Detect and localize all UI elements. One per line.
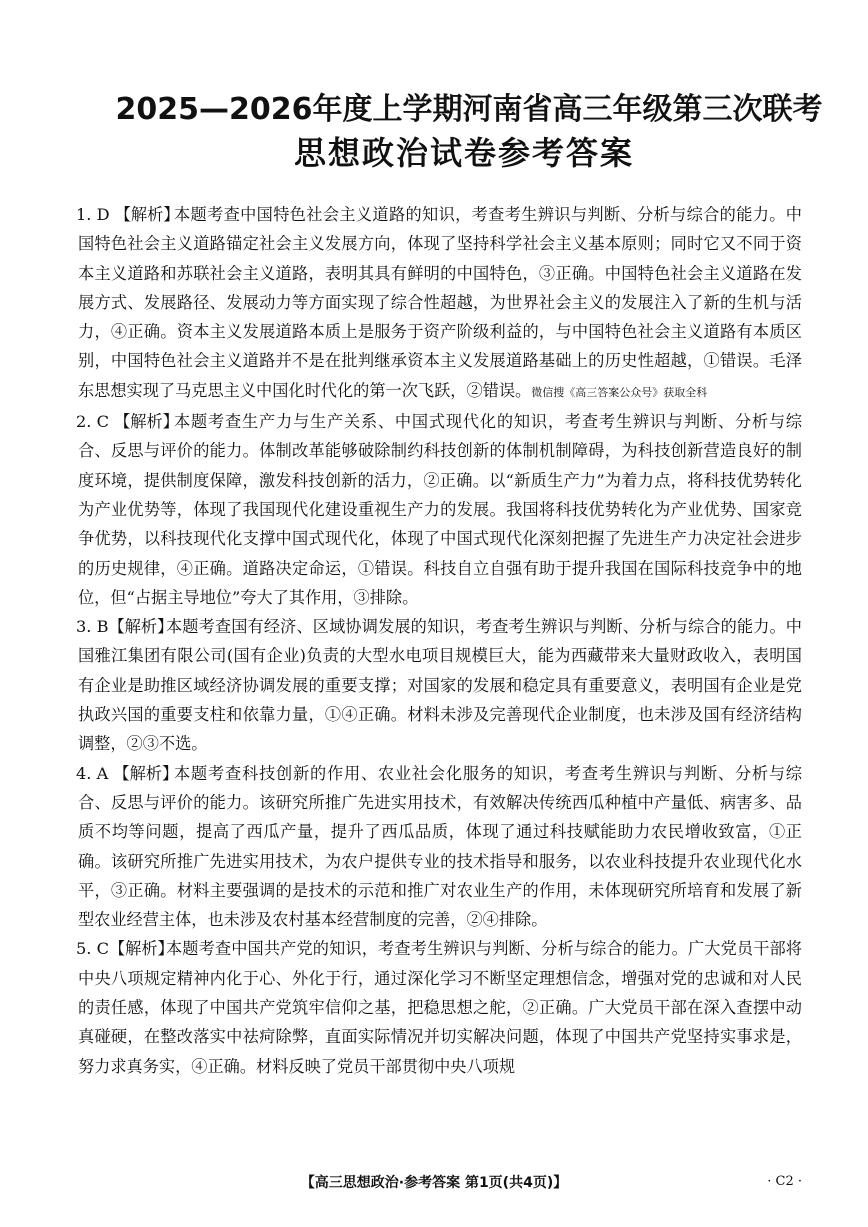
answer-list: [78, 200, 802, 1081]
answer-item-5: [78, 934, 802, 1080]
answer-explanation: 本题考查生产力与生产关系、中国式现代化的知识，考查考生辨识与判断、分析与综合、反思与评价的能力。体制改革能够破除制约科技创新的体制机制障碍，为科技创新营造良好的制度环境，提供制度保障，激发科技创新的活力，②正确。以“新质生产力”为着力点，将科技优势转化为产业优势等，体现了我国现代化建设重视生产力的发展。我国将科技优势转化为产业优势、国家竞争优势，以科技现代化支撑中国式现代化，体现了中国式现代化深刻把握了先进生产力决定社会进步的历史规律，④正确。道路决定命运，①错误。科技自立自强有助于提升我国在国际科技竞争中的地位，但“占据主导地位”夸大了其作用，③排除。: [78, 412, 802, 607]
answer-label: 1. D 【解析】: [76, 205, 180, 224]
answer-key-title: 思想政治试卷参考答案: [293, 134, 634, 172]
answer-explanation: 本题考查国有经济、区域协调发展的知识，考查考生辨识与判断、分析与综合的能力。中国雅江集团有限公司(国有企业)负责的大型水电项目规模巨大，能为西藏带来大量财政收入，表明国有企业是助推区域经济协调发展的重要支撑；对国家的发展和稳定具有重要意义，表明国有企业是党执政兴国的重要支柱和依靠力量，①④正确。材料未涉及完善现代企业制度，也未涉及国有经济结构调整，②③不选。: [78, 617, 802, 754]
answer-explanation: 本题考查中国特色社会主义道路的知识，考查考生辨识与判断、分析与综合的能力。中国特色社会主义道路锚定社会主义发展方向，体现了坚持科学社会主义基本原则；同时它又不同于资本主义道路和苏联社会主义道路，表明其具有鲜明的中国特色，③正确。中国特色社会主义道路在发展方式、发展路径、发展动力等方面实现了综合性超越，为世界社会主义的发展注入了新的生机与活力，④正确。资本主义发展道路本质上是服务于资产阶级利益的，与中国特色社会主义道路有本质区别，中国特色社会主义道路并不是在批判继承资本主义发展道路基础上的历史性超越，①错误。毛泽东思想实现了马克思主义中国化时代化的第一次飞跃，②错误。: [78, 205, 802, 400]
answer-label: 2. C 【解析】: [76, 412, 179, 432]
page-code: · C2 ·: [767, 1174, 802, 1189]
answer-item-4: [78, 759, 802, 935]
exam-title: 2025—2026年度上学期河南省高三年级第三次联考: [115, 92, 823, 127]
answer-explanation: 本题考查科技创新的作用、农业社会化服务的知识，考查考生辨识与判断、分析与综合、反思与评价的能力。该研究所推广先进实用技术，有效解决传统西瓜种植中产量低、病害多、品质不均等问题，提高了西瓜产量，提升了西瓜品质，体现了通过科技赋能助力农民增收致富，①正确。该研究所推广先进实用技术，为农户提供专业的技术指导和服务，以农业科技提升农业现代化水平，③正确。材料主要强调的是技术的示范和推广对农业生产的作用，未体现研究所培育和发展了新型农业经营主体，也未涉及农村基本经营制度的完善，②④排除。: [78, 763, 802, 930]
answer-label: 3. B【解析】: [76, 617, 174, 637]
answer-item-1: [78, 200, 802, 407]
wechat-notice: 微信搜《高三答案公众号》获取全科: [531, 385, 708, 399]
page-footer: 【高三思想政治·参考答案 第1页(共4页)】: [300, 1175, 568, 1191]
answer-item-2: [78, 407, 802, 612]
answer-item-3: [78, 612, 802, 758]
answer-label: 4. A 【解析】: [76, 763, 179, 783]
answer-label: 5. C【解析】: [76, 939, 174, 959]
answer-explanation: 本题考查中国共产党的知识，考查考生辨识与判断、分析与综合的能力。广大党员干部将中央八项规定精神内化于心、外化于行，通过深化学习不断坚定理想信念，增强对党的忠诚和对人民的责任感，体现了中国共产党筑牢信仰之基，把稳思想之舵，②正确。广大党员干部在深入查摆中动真碰硬，在整改落实中祛疴除弊，直面实际情况并切实解决问题，体现了中国共产党坚持实事求是，努力求真务实，④正确。材料反映了党员干部贯彻中央八项规: [78, 939, 802, 1076]
